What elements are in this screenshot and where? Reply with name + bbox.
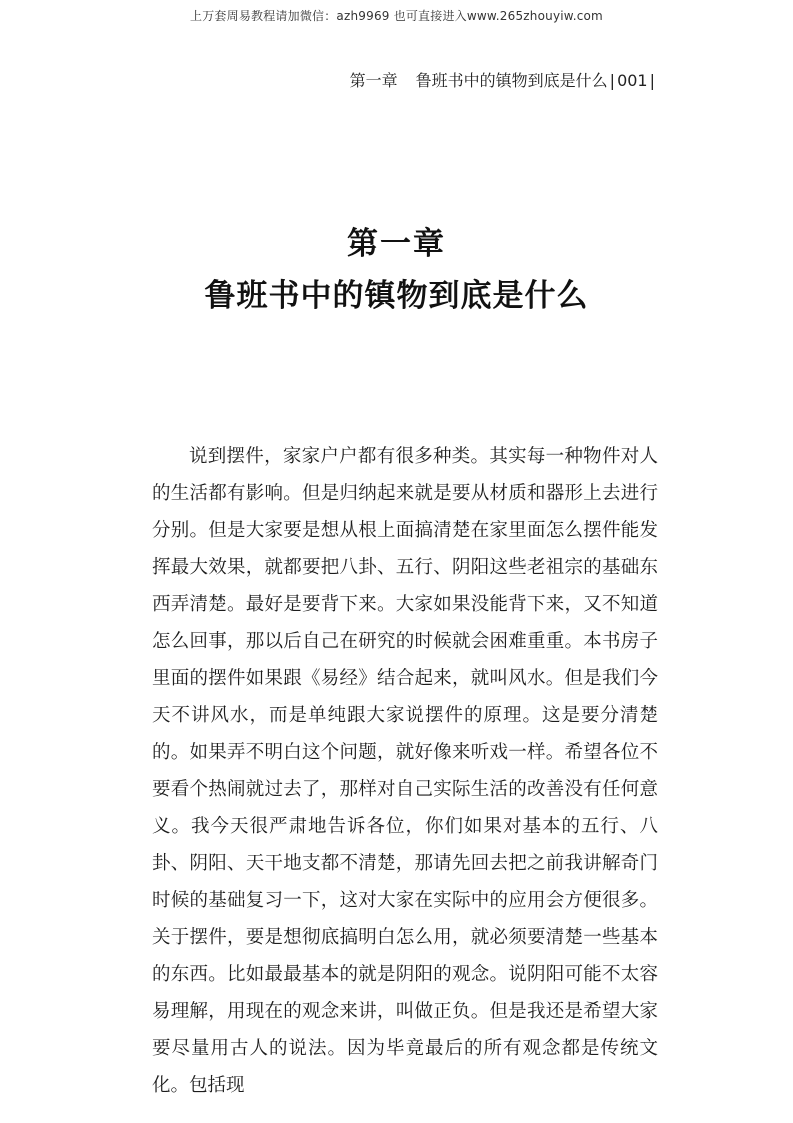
- running-header-chapter: 第一章: [349, 71, 398, 90]
- watermark-banner: 上万套周易教程请加微信：azh9969 也可直接进入www.265zhouyiw.com: [190, 9, 603, 23]
- body-text: [152, 438, 658, 1104]
- chapter-title: 鲁班书中的镇物到底是什么: [204, 278, 589, 314]
- running-header-separator: |: [609, 71, 616, 90]
- running-header-separator-end: |: [649, 71, 655, 90]
- page-number: 001: [617, 71, 648, 90]
- chapter-heading: [0, 220, 793, 320]
- body-paragraph: 说到摆件，家家户户都有很多种类。其实每一种物件对人的生活都有影响。但是归纳起来就是要从材质和器形上去进行分别。但是大家要是想从根上面搞清楚在家里面怎么摆件能发挥最大效果，就都要把八卦、五行、阴阳这些老祖宗的基础东西弄清楚。最好是要背下来。大家如果没能背下来，又不知道怎么回事，那以后自己在研究的时候就会困难重重。本书房子里面的摆件如果跟《易经》结合起来，就叫风水。但是我们今天不讲风水，而是单纯跟大家说摆件的原理。这是要分清楚的。如果弄不明白这个问题，就好像来听戏一样。希望各位不要看个热闹就过去了，那样对自己实际生活的改善没有任何意义。我今天很严肃地告诉各位，你们如果对基本的五行、八卦、阴阳、天干地支都不清楚，那请先回去把之前我讲解奇门时候的基础复习一下，这对大家在实际中的应用会方便很多。关于摆件，要是想彻底搞明白怎么用，就必须要清楚一些基本的东西。比如最最基本的就是阴阳的观念。说阴阳可能不太容易理解，用现在的观念来讲，叫做正负。但是我还是希望大家要尽量用古人的说法。因为毕竟最后的所有观念都是传统文化。包括现: [152, 446, 658, 1096]
- running-header-title: 鲁班书中的镇物到底是什么: [415, 71, 608, 90]
- chapter-number: 第一章: [347, 226, 446, 262]
- running-header: [350, 68, 657, 91]
